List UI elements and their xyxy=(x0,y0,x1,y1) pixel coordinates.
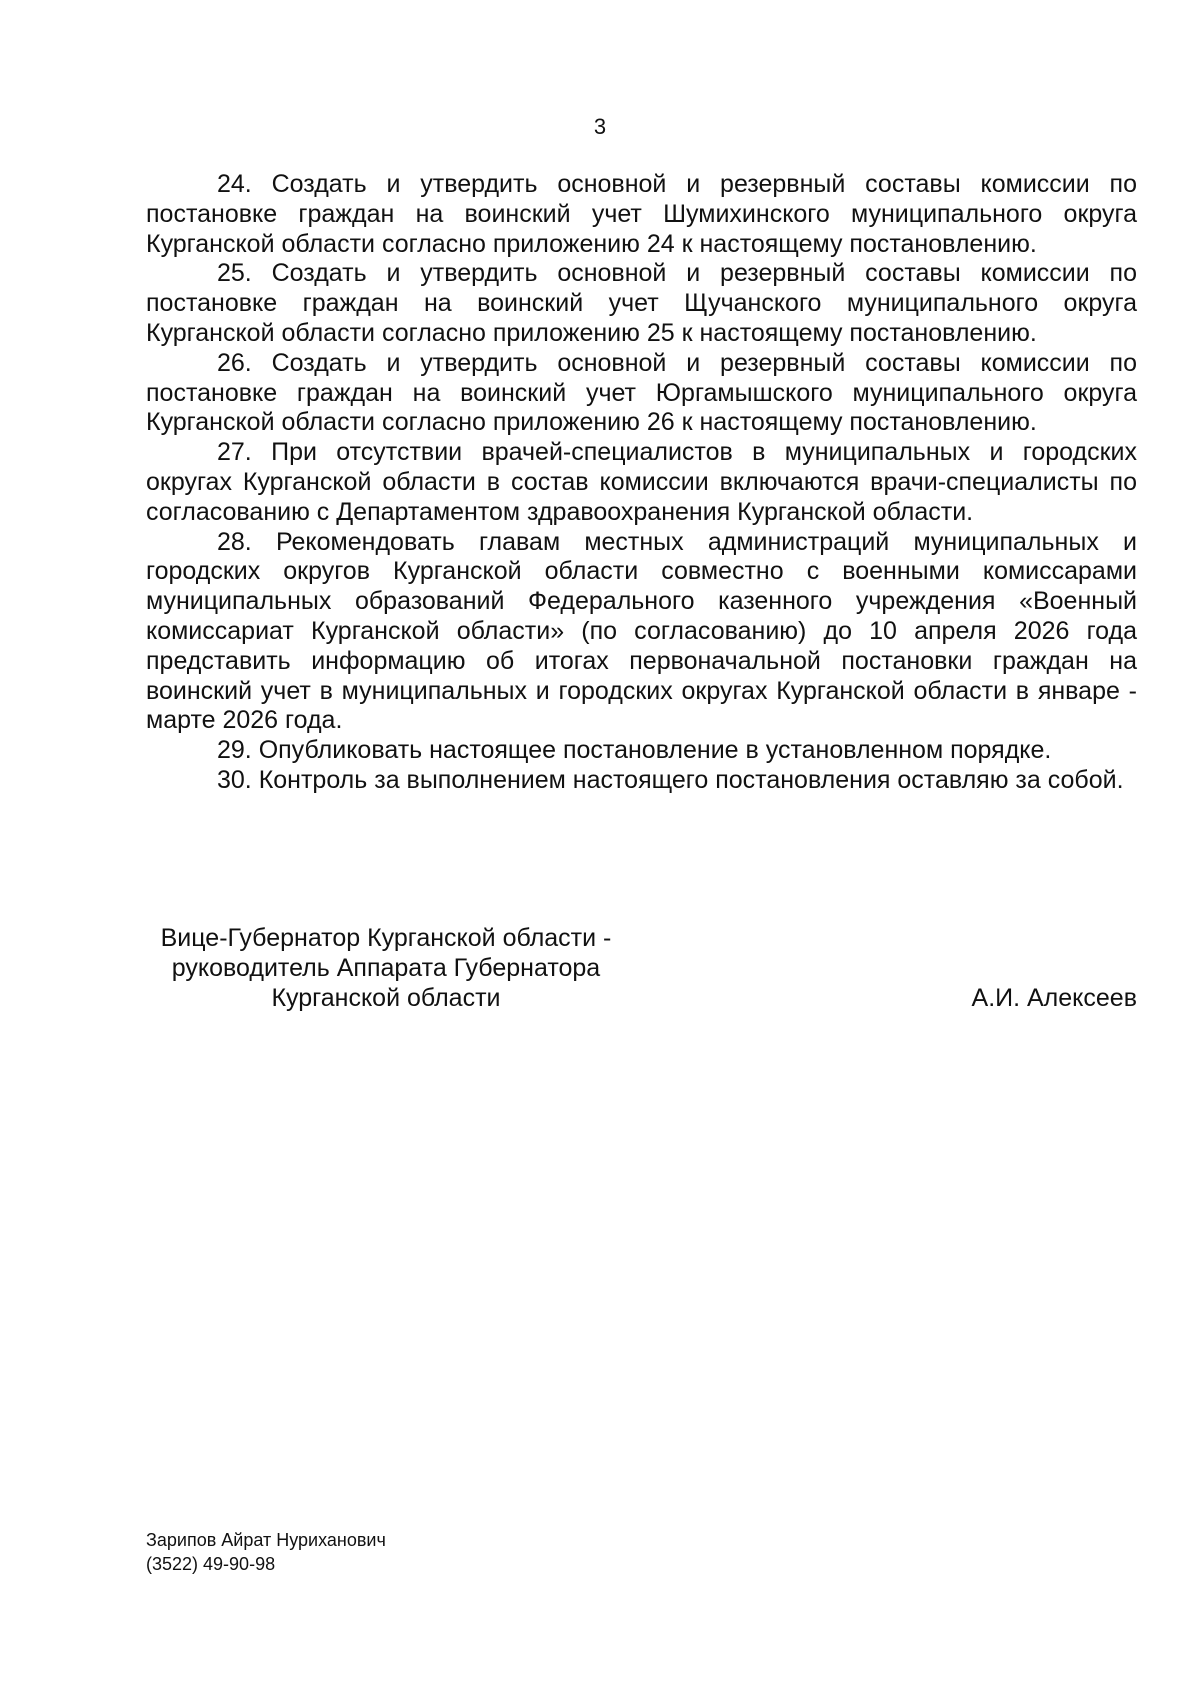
paragraph-25: 25. Создать и утвердить основной и резервный составы комиссии по постановке граждан на воинский учет Щучанского муниципального округа Курганской области согласно приложению 25 к настоящему постановлению. xyxy=(146,259,1137,347)
signatory-title-line-3: Курганской области xyxy=(271,983,501,1012)
paragraph-24: 24. Создать и утвердить основной и резервный составы комиссии по постановке граждан на воинский учет Шумихинского муниципального округа Курганской области согласно приложению 24 к настоящему постановлению. xyxy=(146,170,1137,258)
paragraph-26: 26. Создать и утвердить основной и резервный составы комиссии по постановке граждан на воинский учет Юргамышского муниципального округа Курганской области согласно приложению 26 к настоящему постановлению. xyxy=(146,348,1137,437)
paragraph-30: 30. Контроль за выполнением настоящего постановления оставляю за собой. xyxy=(217,765,1124,794)
signatory-name: А.И. Алексеев xyxy=(971,984,1137,1012)
signatory-title xyxy=(146,924,626,1013)
page-number: 3 xyxy=(593,114,607,139)
executor-info xyxy=(146,1528,386,1576)
signatory-title-line-2: руководитель Аппарата Губернатора xyxy=(171,953,601,982)
signatory-title-line-1: Вице-Губернатор Курганской области - xyxy=(160,924,612,952)
paragraph-29: 29. Опубликовать настоящее постановление в установленном порядке. xyxy=(217,736,1052,765)
executor-name: Зарипов Айрат Нуриханович xyxy=(146,1530,386,1550)
paragraph-28: 28. Рекомендовать главам местных администраций муниципальных и городских округов Курганской области совместно с военными комиссарами муниципальных образований Федерального казенного учреждения «Военный комиссариат Курганской области» (по согласованию) до 10 апреля 2026 года представить информацию об итогах первоначальной постановки граждан на воинский учет в муниципальных и городских округах Курганской области в январе - марте 2026 года. xyxy=(146,527,1137,735)
paragraph-27: 27. При отсутствии врачей-специалистов в муниципальных и городских округах Курганской области в состав комиссии включаются врачи-специалисты по согласованию с Департаментом здравоохранения Курганской области. xyxy=(146,438,1137,526)
document-body xyxy=(146,170,1137,796)
executor-phone: (3522) 49-90-98 xyxy=(146,1554,276,1574)
signature-block xyxy=(146,924,1137,1024)
